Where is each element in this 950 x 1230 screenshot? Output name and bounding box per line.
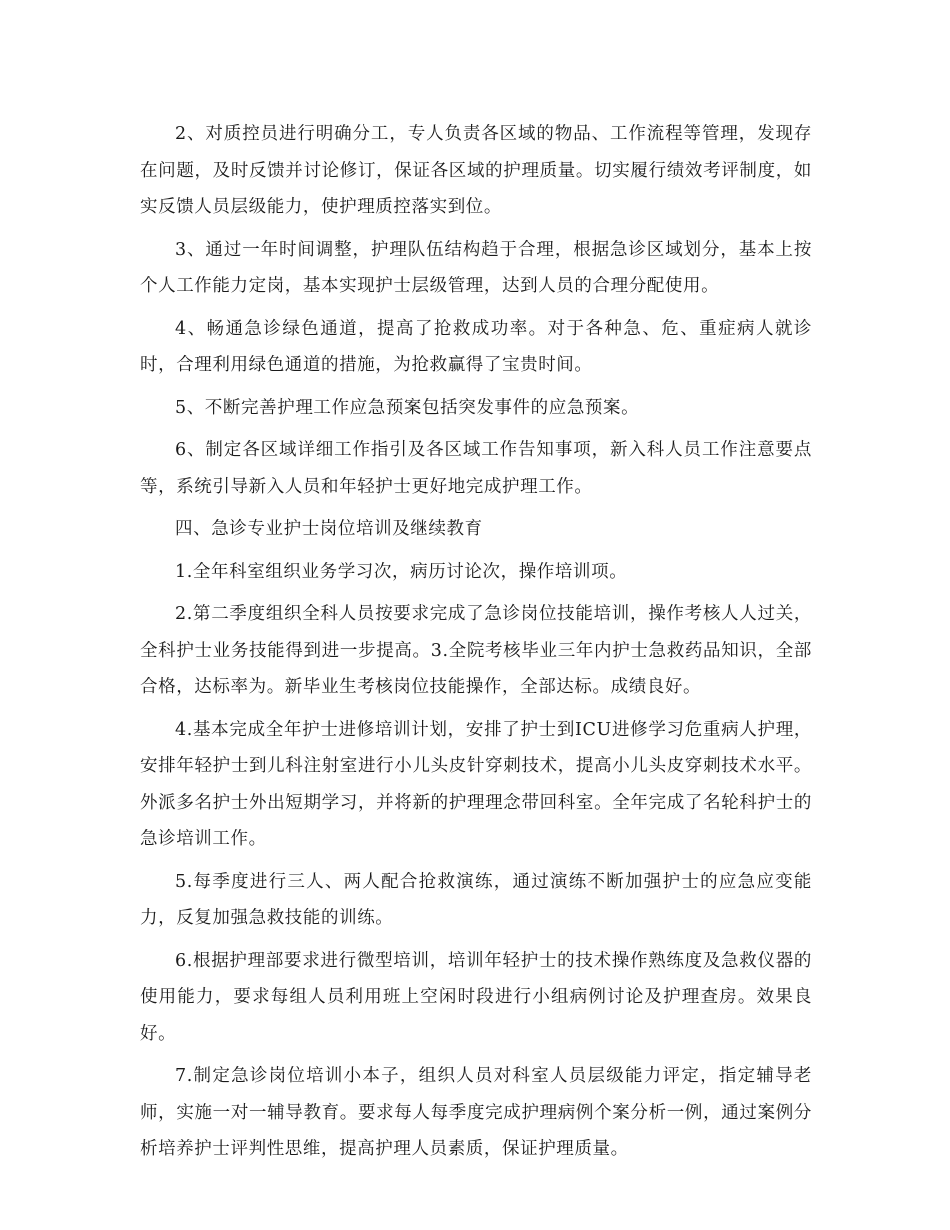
training-item-2: 2.第二季度组织全科人员按要求完成了急诊岗位技能培训，操作考核人人过关，全科护士业务技能得到进一步提高。3.全院考核毕业三年内护士急救药品知识，全部合格，达标率为。新毕业生考核岗位技能操作，全部达标。成绩良好。 — [140, 604, 812, 697]
paragraph-item-6: 6、制定各区域详细工作指引及各区域工作告知事项，新入科人员工作注意要点等，系统引导新入人员和年轻护士更好地完成护理工作。 — [140, 440, 812, 497]
document-body — [140, 116, 812, 1168]
training-item-6: 6.根据护理部要求进行微型培训，培训年轻护士的技术操作熟练度及急救仪器的使用能力，要求每组人员利用班上空闲时段进行小组病例讨论及护理查房。效果良好。 — [140, 950, 812, 1044]
paragraph-item-4: 4、畅通急诊绿色通道，提高了抢救成功率。对于各种急、危、重症病人就诊时，合理利用绿色通道的措施，为抢救赢得了宝贵时间。 — [140, 318, 812, 375]
paragraph-item-2: 2、对质控员进行明确分工，专人负责各区域的物品、工作流程等管理，发现存在问题，及时反馈并讨论修订，保证各区域的护理质量。切实履行绩效考评制度，如实反馈人员层级能力，使护理质控落实到位。 — [140, 124, 812, 217]
training-item-4: 4.基本完成全年护士进修培训计划，安排了护士到ICU进修学习危重病人护理，安排年轻护士到儿科注射室进行小儿头皮针穿刺技术，提高小儿头皮穿刺技术水平。外派多名护士外出短期学习，并将新的护理理念带回科室。全年完成了名轮科护士的急诊培训工作。 — [140, 719, 812, 849]
section-heading-training: 四、急诊专业护士岗位培训及继续教育 — [175, 519, 483, 539]
training-item-5: 5.每季度进行三人、两人配合抢救演练，通过演练不断加强护士的应急应变能力，反复加强急救技能的训练。 — [140, 871, 812, 928]
paragraph-item-5: 5、不断完善护理工作应急预案包括突发事件的应急预案。 — [175, 397, 640, 418]
paragraph-item-3: 3、通过一年时间调整，护理队伍结构趋于合理，根据急诊区域划分，基本上按个人工作能力定岗，基本实现护士层级管理，达到人员的合理分配使用。 — [140, 239, 812, 296]
training-item-1: 1.全年科室组织业务学习次，病历讨论次，操作培训项。 — [175, 561, 628, 582]
training-item-7: 7.制定急诊岗位培训小本子，组织人员对科室人员层级能力评定，指定辅导老师，实施一对一辅导教育。要求每人每季度完成护理病例个案分析一例，通过案例分析培养护士评判性思维，提高护理人员素质，保证护理质量。 — [140, 1066, 812, 1159]
